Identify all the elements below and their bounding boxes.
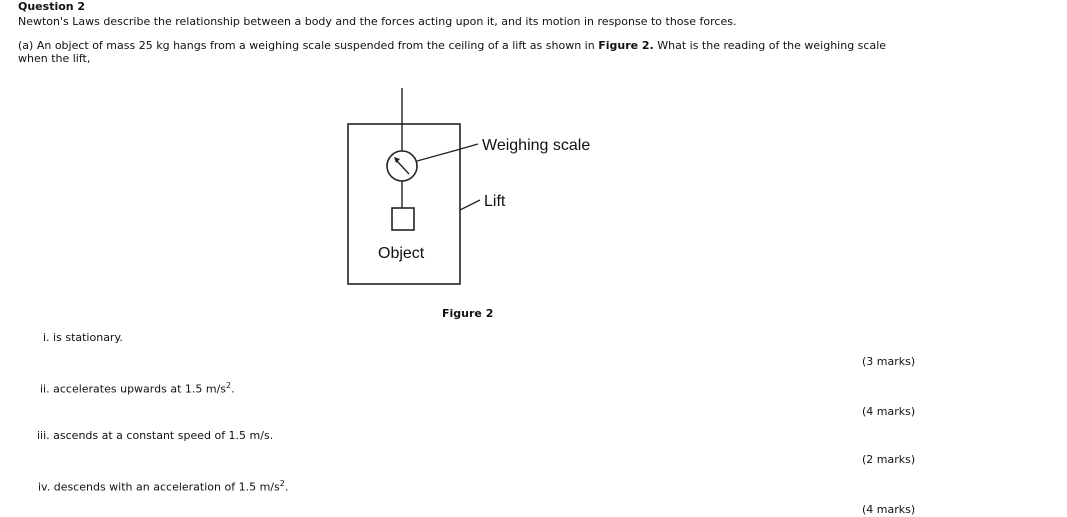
- question-intro: Newton's Laws describe the relationship between a body and the forces acting upon it, and its motion in response to those forces.: [18, 15, 737, 28]
- figure-caption: Figure 2: [442, 307, 494, 320]
- object-label: Object: [378, 245, 425, 262]
- weighing-scale-label: Weighing scale: [482, 137, 591, 154]
- marks-iv: (4 marks): [862, 503, 916, 516]
- sub-question-iv-exponent: 2: [279, 479, 285, 488]
- sub-question-iv: [38, 479, 288, 494]
- object-box: [392, 208, 414, 230]
- scale-leader-line: [417, 144, 478, 161]
- sub-question-iii-text: iii. ascends at a constant speed of 1.5 m/s.: [37, 429, 274, 442]
- sub-question-iv-text: iv. descends with an acceleration of 1.5 m/s: [38, 480, 280, 494]
- part-a-text: [18, 39, 918, 65]
- figure-reference: Figure 2.: [598, 39, 654, 52]
- sub-question-ii-end: .: [231, 382, 235, 396]
- lift-leader-line: [460, 200, 480, 210]
- sub-question-ii: [40, 381, 235, 396]
- sub-question-iv-end: .: [284, 480, 289, 494]
- question-title: Question 2: [18, 0, 86, 13]
- marks-i: (3 marks): [862, 355, 916, 368]
- sub-question-iii: [37, 429, 273, 442]
- lift-label: Lift: [484, 193, 506, 210]
- marks-ii: (4 marks): [862, 405, 916, 418]
- lift-diagram: [330, 82, 620, 297]
- sub-question-i: [43, 331, 123, 344]
- part-a-suffix: What is the reading of the weighing scale when the lift,: [18, 39, 887, 65]
- sub-question-ii-text: ii. accelerates upwards at 1.5 m/s: [40, 382, 227, 396]
- lift-diagram-svg: [330, 82, 620, 297]
- marks-iii: (2 marks): [862, 453, 916, 466]
- sub-question-ii-exponent: 2: [226, 381, 232, 390]
- part-a-prefix: (a) An object of mass 25 kg hangs from a weighing scale suspended from the ceiling of a lift as shown in: [18, 39, 599, 52]
- sub-question-i-text: i. is stationary.: [43, 331, 123, 344]
